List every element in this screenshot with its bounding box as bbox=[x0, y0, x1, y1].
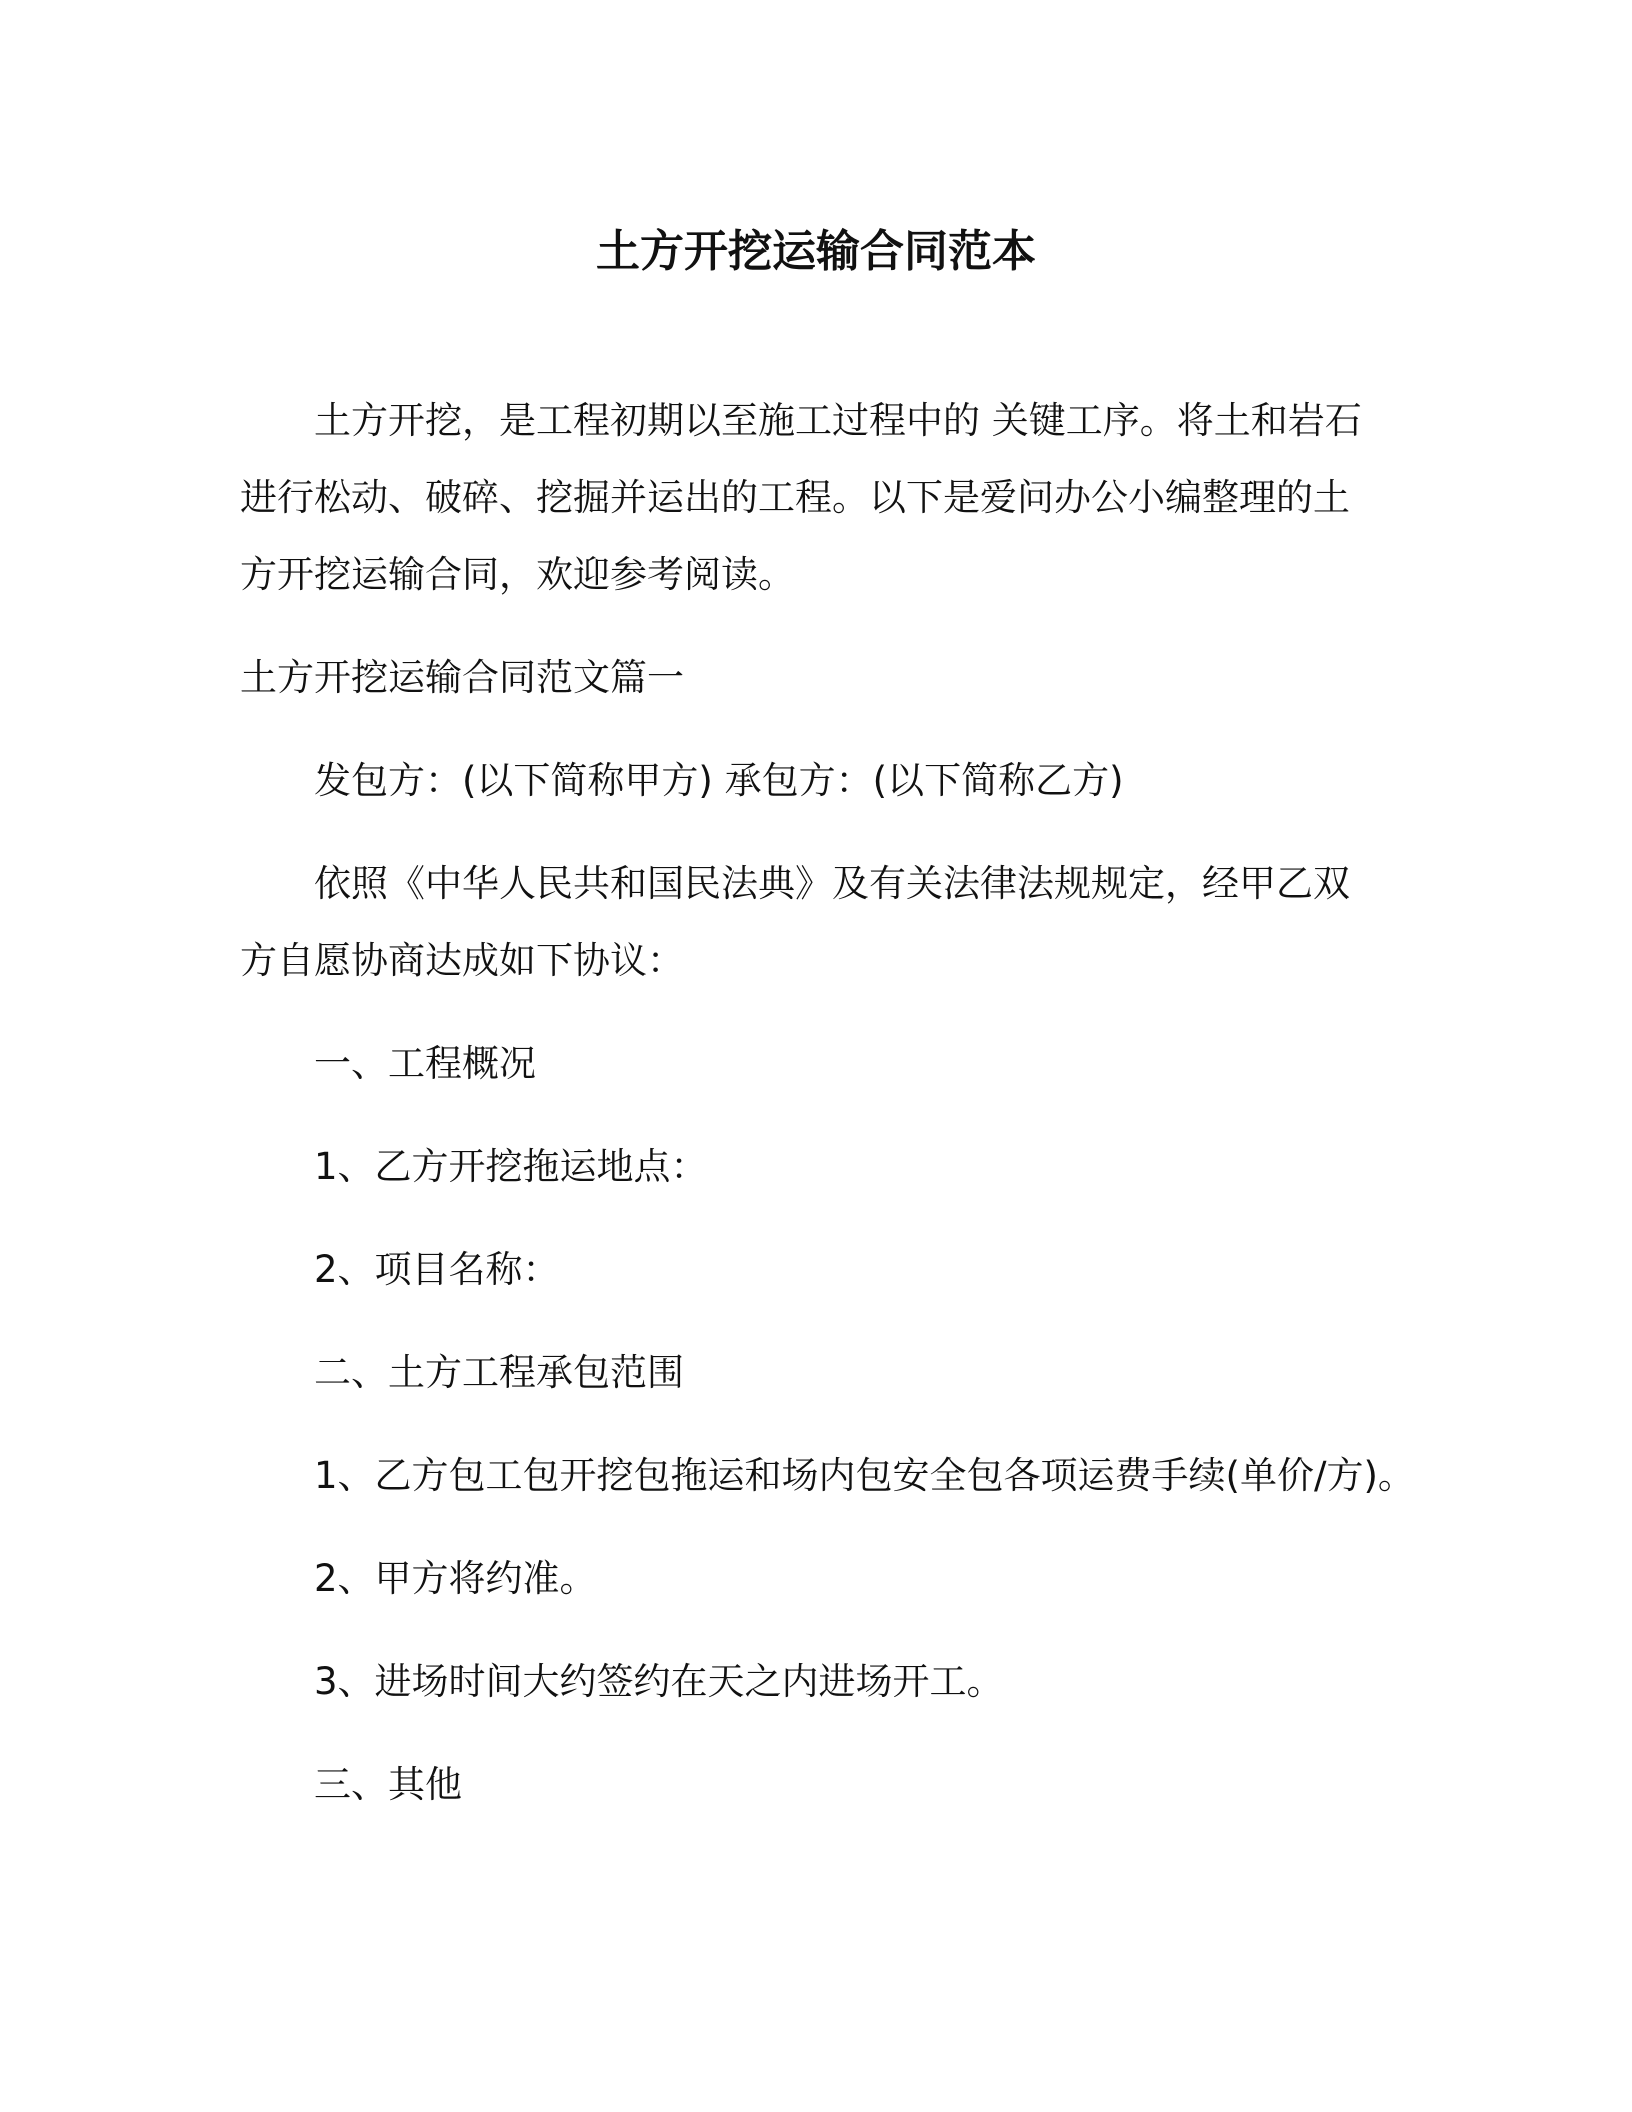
section2-item-2: 2、甲方将约准。 bbox=[314, 1557, 597, 1600]
basis-line-1: 依照《中华人民共和国民法典》及有关法律法规规定，经甲乙双 bbox=[314, 862, 1350, 905]
section3-heading: 三、其他 bbox=[314, 1763, 462, 1806]
section2-item-3: 3、进场时间大约签约在天之内进场开工。 bbox=[314, 1660, 1004, 1703]
document-title: 土方开挖运输合同范本 bbox=[596, 226, 1036, 277]
intro-line-3: 方开挖运输合同，欢迎参考阅读。 bbox=[240, 553, 795, 596]
basis-line-2: 方自愿协商达成如下协议： bbox=[240, 939, 684, 982]
section1-item-2: 2、项目名称： bbox=[314, 1248, 560, 1291]
intro-line-1: 土方开挖，是工程初期以至施工过程中的 关键工序。将土和岩石 bbox=[314, 399, 1362, 442]
parties-line: 发包方：(以下简称甲方) 承包方：(以下简称乙方) bbox=[314, 759, 1124, 802]
intro-line-2: 进行松动、破碎、挖掘并运出的工程。以下是爱问办公小编整理的土 bbox=[240, 476, 1350, 519]
section2-heading: 二、土方工程承包范围 bbox=[314, 1351, 684, 1394]
section2-item-1: 1、乙方包工包开挖包拖运和场内包安全包各项运费手续(单价/方)。 bbox=[314, 1454, 1415, 1497]
section1-heading: 一、工程概况 bbox=[314, 1042, 536, 1085]
section-subtitle: 土方开挖运输合同范文篇一 bbox=[240, 656, 684, 699]
section1-item-1: 1、乙方开挖拖运地点： bbox=[314, 1145, 708, 1188]
